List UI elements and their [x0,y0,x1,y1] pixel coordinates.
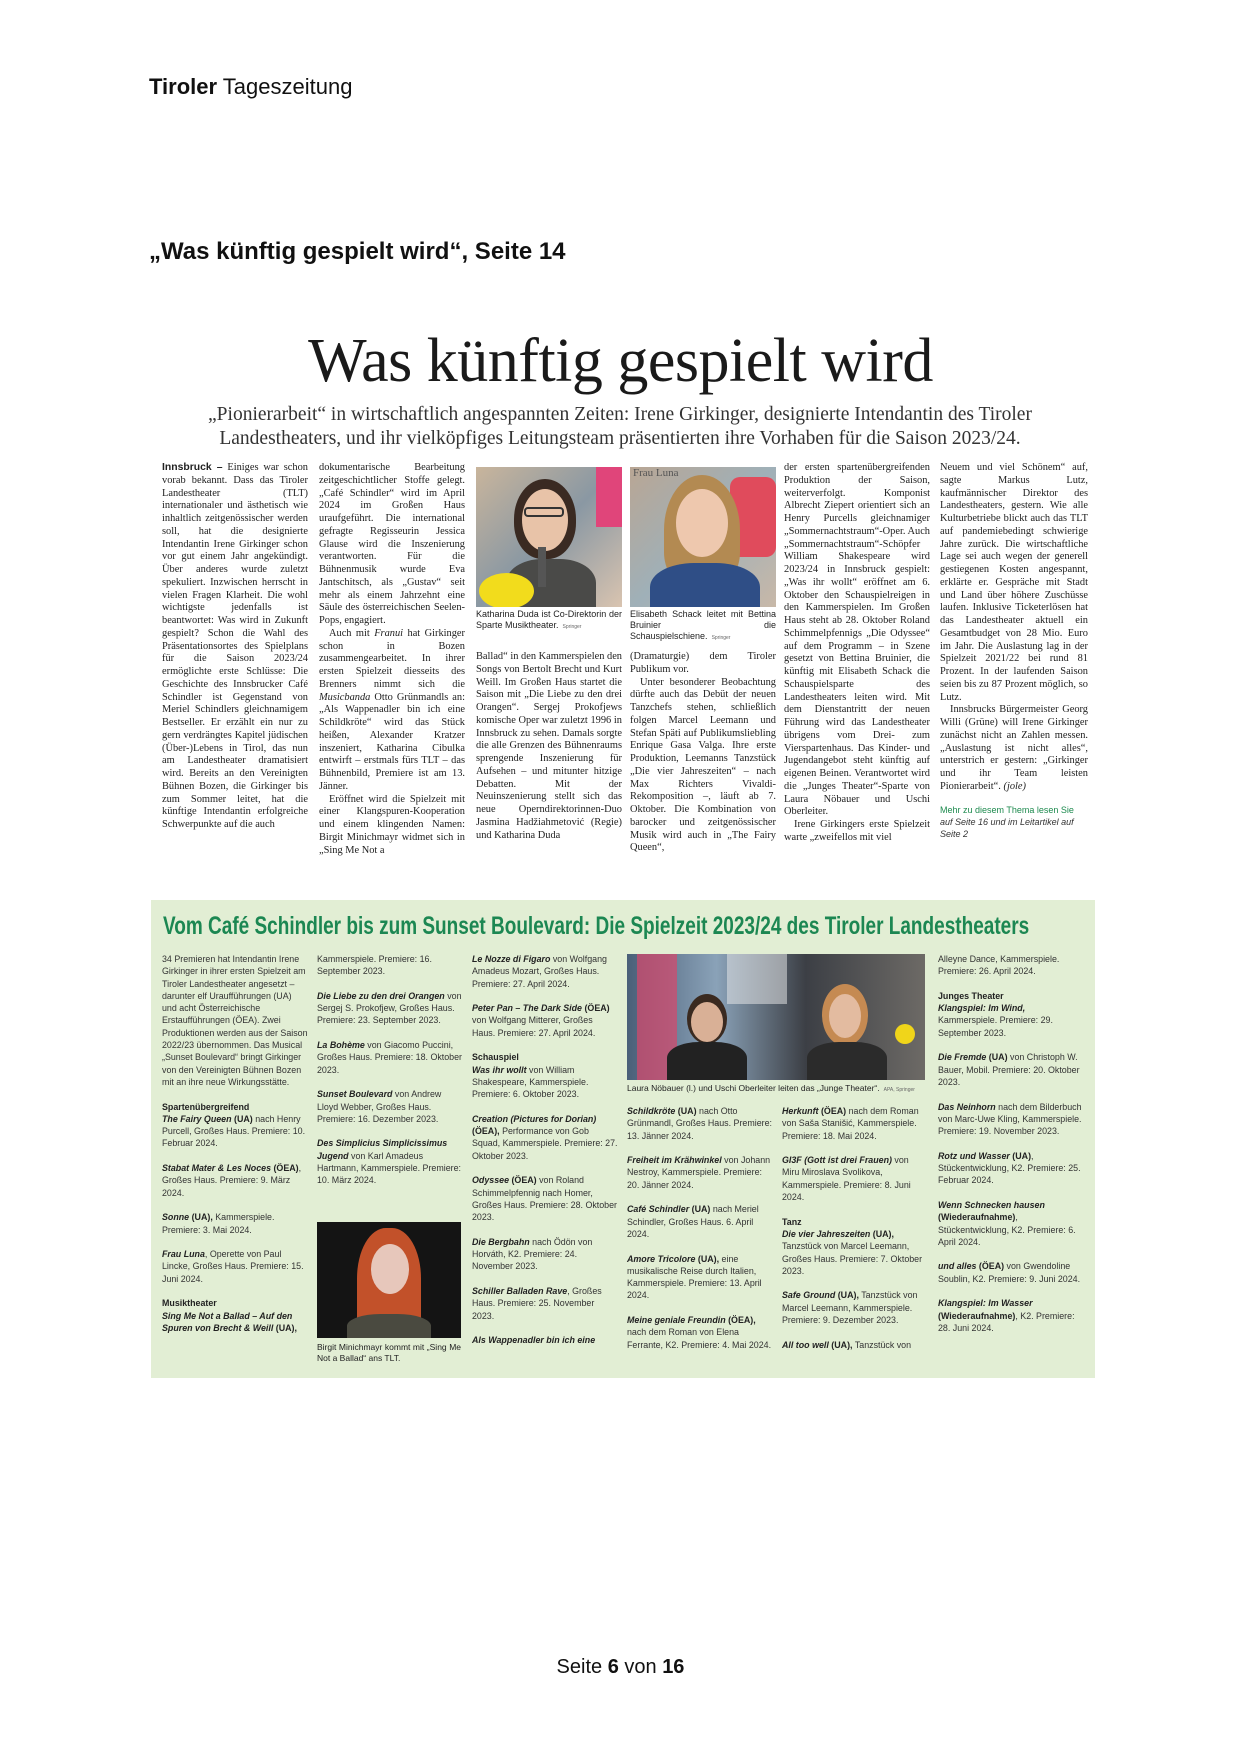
production-details: , Großes Haus. Premiere: 25. November 2023. [472,1286,602,1321]
production-marker: (UA) [689,1204,711,1215]
program-entry [162,1162,308,1199]
photo-caption-schack [630,609,776,644]
box-column-3 [472,953,618,1359]
program-entry [472,1002,618,1039]
production-marker: (UA), [828,1339,853,1350]
program-entry [627,1203,773,1240]
paragraph [319,628,465,794]
program-entry [782,1339,928,1351]
production-title: Frau Luna [162,1249,205,1260]
program-entry [317,990,463,1027]
production-details: von Gwendoline Soublin, K2. Premiere: 9. Juni 2024. [938,1261,1081,1284]
production-details: , Operette von Paul Lincke, Großes Haus. Premiere: 15. Juni 2024. [162,1249,304,1284]
production-details: , K2. Premiere: 28. Juni 2024. [938,1310,1075,1333]
production-title: Des Simplicius Simplicissimus Jugend [317,1138,448,1161]
production-details: nach Otto Grünmandl, Großes Haus. Premiere: 13. Jänner 2024. [627,1106,773,1141]
photo-credit: Springer [711,635,731,641]
program-entry [317,1137,463,1186]
production-title: Meine geniale Freundin [627,1315,726,1326]
production-marker: (UA), [695,1253,720,1264]
production-details: von Giacomo Puccini, Großes Haus. Premiere: 18. Oktober 2023. [317,1040,463,1075]
production-details: nach dem Roman von Saša Stanišić, Kammerspiele. Premiere: 18. Mai 2024. [782,1106,919,1141]
production-details: , Stückentwicklung, K2. Premiere: 25. Februar 2024. [938,1150,1081,1186]
text-run: Otto Grünmandls an: „Als Wappenadler bin ich eine Schildkröte“ wird das Stück heißen, Alexander Kratzer inszeniert, Katharina Cibulka entwirft – erstmals fürs TLT – das Bühnenbild, Premiere ist am 13. Jänner. [319,691,465,792]
paragraph [940,462,1088,704]
brand-rest: Tageszeitung [217,74,353,99]
related-articles-note [940,804,1088,840]
production-details: von Sergej S. Prokofjew, Großes Haus. Premiere: 23. September 2023. [317,990,462,1026]
section-heading: Tanz [782,1216,802,1227]
photo-caption-duda [476,609,622,633]
production-title: Herkunft [782,1106,819,1116]
production-title: Die Fremde [938,1052,987,1063]
production-details: Performance von Gob Squad, Kammerspiele. Premiere: 27. Oktober 2023. [472,1126,618,1161]
production-details: eine musikalische Reise durch Italien, Kammerspiele. Premiere: 13. April 2024. [627,1253,762,1301]
program-entry [472,1334,618,1346]
article-reference: „Was künftig gespielt wird“, Seite 14 [149,238,566,265]
production-details: Tanzstück von Marcel Leemann, Kammerspiele. Premiere: 9. Dezember 2023. [782,1290,918,1326]
production-title: The Fairy Queen [162,1113,232,1124]
production-details: , Großes Haus. Premiere: 9. März 2024. [162,1163,302,1198]
text-run: hat Girkinger schon in Bozen zusammengearbeitet. In ihrer ersten Spielzeit diesseits des Brenners nimmt sich die [319,627,465,690]
photo-caption-junges-theater [627,1083,925,1096]
production-details: Kammerspiele. Premiere: 3. Mai 2024. [162,1212,275,1235]
photo-elisabeth-schack [630,467,776,607]
section-heading: Musiktheater [162,1298,217,1309]
section-heading: Spartenübergreifend [162,1101,250,1112]
production-title: Amore Tricolore [627,1253,696,1264]
note-lead: Mehr zu diesem Thema lesen Sie [940,804,1074,815]
production-title: Klangspiel: Im Wind, [938,1003,1026,1014]
text-run: Ballad“ in den Kammerspielen den Songs von Bertolt Brecht und Kurt Weill. Im Großen Haus startet die Saison mit „Die Liebe zu den drei Orangen“. Sergej Prokofjews komische Oper war zuletzt 1996 in Innsbruck zu sehen. Damals sorgte die alle Grenzen des Bühnenraums sprengende Inszenierung für Aufsehen – und mitunter hitzige Debatten. Mit der Neuinszenierung stellt sich das neue Operndirektorinnen-Duo Jasmina Hadžiahmetović (Regie) und Katharina Duda [476,651,622,841]
program-entry [317,1039,463,1076]
production-title: Als Wappenadler bin ich eine [472,1335,596,1346]
program-entry [627,1154,773,1191]
photo-credit: Springer [562,624,582,630]
lead-text: 34 Premieren hat Intendantin Irene Girkinger in ihrer ersten Spielzeit am Tiroler Landestheater angesetzt – darunter elf Uraufführungen (UA) und acht Österreichische Erstaufführungen (ÖEA). Zwei Produktionen werden aus der Saison 2022/23 übernommen. Das Musical „Sunset Boulevard“ bringt Girkinger von den Vereinigten Bühnen Bozen mit an ihre neue Wirkungsstätte. [162,954,308,1087]
program-entry [938,1260,1086,1285]
program-entry [317,1088,463,1125]
production-details: nach dem Roman von Elena Ferrante, K2. Premiere: 4. Mai 2024. [627,1327,772,1350]
dateline: Innsbruck – [162,462,223,473]
production-details: von Johann Nestroy, Kammerspiele. Premiere: 20. Jänner 2024. [627,1155,771,1190]
production-title: Schiller Balladen Rave [472,1286,568,1297]
paragraph [319,462,465,628]
program-entry [627,1253,773,1302]
text-run: Unter besonderer Beobachtung dürfte auch das Debüt der neuen Tanzchefs stehen, schließlich folgen Marcel Leemann und Stefan Späti auf Publikumsliebling Enrique Gasa Valga. Ihre erste Produktion, Leemanns Tanzstück „Die vier Jahreszeiten“ – nach Max Richters Vivaldi-Rekomposition –, läuft ab 7. Oktober. Die Kombination von barocker und zeitgenössischer Musik wird auch in „The Fairy Queen“, [630,676,776,854]
production-details: nach dem Bilderbuch von Marc-Uwe Kling, Kammerspiele. Premiere: 19. November 2023. [938,1101,1082,1137]
program-entry [938,1297,1086,1334]
body-column-4 [630,651,776,855]
program-entry [472,1236,618,1273]
production-details: Tanzstück von Marcel Leemann, Großes Haus. Premiere: 7. Oktober 2023. [782,1241,923,1276]
photo-birgit-minichmayr [317,1222,461,1338]
program-entry [162,1101,308,1150]
production-title: Creation (Pictures for Dorian) [472,1113,597,1124]
paragraph [940,704,1088,793]
production-marker: (UA), [835,1290,859,1301]
program-entry [782,1105,928,1142]
italic-run: (jole) [1003,780,1026,792]
program-entry [627,1105,773,1142]
production-marker: (Wiederaufnahme) [938,1212,1016,1223]
box-column-5 [782,1105,928,1363]
production-marker: (ÖEA) [509,1175,537,1186]
production-marker: (ÖEA), [472,1126,500,1137]
production-title: Die Liebe zu den drei Orangen [317,990,445,1001]
production-details: nach Meriel Schindler, Großes Haus. 6. April 2024. [627,1204,759,1239]
program-entry [938,1199,1086,1248]
production-title: Freiheit im Krähwinkel [627,1155,722,1166]
paragraph [162,462,308,832]
lead-text: Alleyne Dance, Kammerspiele. Premiere: 26. April 2024. [938,954,1060,977]
body-column-2 [319,462,465,857]
production-marker: (UA) [231,1113,253,1124]
lead-text: Kammerspiele. Premiere: 16. September 2023. [317,954,432,977]
program-entry [938,1150,1086,1187]
text-run: dokumentarische Bearbeitung zeitgeschichtlicher Stoffe gelegt. „Café Schindler“ wird im April 2024 im Großen Haus uraufgeführt. Die international gefragte Regisseurin Jessica Glause wird die Inszenierung verantworten. Für die Bühnenmusik wurde Eva Jantschitsch, als „Gustav“ seit mehr als einem Jahrzehnt eine Säule des österreichischen Seelen-Pops, engagiert. [319,462,465,626]
production-title: Schildkröte [627,1106,676,1116]
program-entry [627,1314,773,1351]
production-marker: (ÖEA) [976,1261,1005,1272]
production-title: Klangspiel: Im Wasser [938,1298,1033,1309]
production-details: von Andrew Lloyd Webber, Großes Haus. Premiere: 16. Dezember 2023. [317,1089,442,1124]
photo-credit: APA, Springer [883,1087,915,1093]
footer-mid: von [618,1656,663,1678]
current-page: 6 [607,1656,619,1678]
text-run: Innsbrucks Bürgermeister Georg Willi (Grüne) will Irene Girkinger zunächst nicht an Zahlen messen. „Auslastung ist nicht alles“, unterstrich er gestern: „Girkinger und ihr Team leisten Pionierarbeit“. [940,704,1088,792]
text-run: Eröffnet wird die Spielzeit mit einer Klangspuren-Kooperation und einem klingenden Namen: Birgit Minichmayr widmet sich in „Sing Me Not a [319,793,465,856]
production-title: Odyssee [472,1175,510,1186]
production-title: Die Bergbahn [472,1236,530,1247]
paragraph [476,651,622,842]
production-title: Peter Pan – The Dark Side [472,1003,582,1014]
footer-prefix: Seite [556,1656,608,1678]
production-title: La Bohème [317,1040,365,1051]
production-title: und alles [938,1261,977,1272]
production-title: All too well [782,1339,829,1350]
poster-text: Frau Luna [633,467,679,479]
production-title: Café Schindler [627,1204,690,1215]
program-entry [162,1248,308,1285]
program-entry [472,1051,618,1100]
program-entry [472,953,618,990]
newspaper-name [149,74,352,100]
production-title: Sing Me Not a Ballad – Auf den Spuren von Brecht & Weill [162,1310,293,1333]
program-entry [472,1174,618,1223]
production-details: nach Henry Purcell, Großes Haus. Premiere: 10. Februar 2024. [162,1113,306,1149]
production-title: Safe Ground [782,1290,836,1301]
paragraph [630,677,776,856]
program-entry [782,1216,928,1277]
program-entry [938,990,1086,1039]
box-column-2 [317,953,463,1199]
box-column-6 [938,953,1086,1347]
program-entry [472,1113,618,1162]
body-column-1 [162,462,308,832]
caption-text: Elisabeth Schack leitet mit Bettina Bruinier die Schauspielschiene. [630,609,776,641]
paragraph [784,819,930,845]
production-title: Was ihr wollt [472,1064,527,1075]
paragraph [319,794,465,858]
production-details: Tanzstück von [852,1339,912,1350]
production-marker: (ÖEA) [271,1163,299,1174]
production-title: Die vier Jahreszeiten [782,1228,871,1239]
production-marker: (UA), [273,1322,297,1333]
section-heading: Junges Theater [938,990,1004,1001]
production-marker: (UA), [870,1228,894,1239]
body-column-5 [784,462,930,845]
box-column-1 [162,953,308,1347]
text-run: Einiges war schon vorab bekannt. Dass das Tiroler Landestheater (TLT) internationaler und ästhetisch wie inhaltlich zeitgenössischer werden soll, hat die designierte Intendantin Irene Girkinger schon vor gut einem Jahr angekündigt. Über anderes wurde zuletzt spekuliert. Inzwischen herrscht in vielen Fragen Klarheit. Die wohl wichtigste jedenfalls ist beantwortet: Was wird in Zukunft gespielt? Schon die Wahl des Präsentationsortes des Spielplans für die Saison 2023/24 ermöglichte erste Schlüsse: Die Geschichte des Innsbrucker Café Schindler ist Gegenstand von Meriel Schindlers gleichnamigem Bestseller. Er erzählt ein nur zu gern verdrängtes Kapitel jüdischen (Über-)Lebens in Tirol, das nun am Landestheater dramatisiert wird. Bereits an den Vereinigten Bühnen Bozen, die Girkinger bis zum Sommer leitet, hat die künftige Intendantin erfolgreiche Schwerpunkte auf die auch [162,462,308,830]
text-run: Irene Girkingers erste Spielzeit warte „zweifellos mit viel [784,819,930,843]
production-title: Stabat Mater & Les Noces [162,1163,272,1174]
production-marker: (ÖEA), [725,1315,756,1326]
italic-run: Franui [374,627,404,639]
production-details: nach Ödön von Horváth, K2. Premiere: 24. November 2023. [472,1236,593,1272]
photo-katharina-duda [476,467,622,607]
box-column-4 [627,1105,773,1363]
production-details: von Roland Schimmelpfennig nach Homer, Großes Haus. Premiere: 28. Oktober 2023. [472,1175,618,1223]
production-title: Rotz und Wasser [938,1150,1010,1161]
text-run: Neuem und viel Schönem“ auf, sagte Markus Lutz, kaufmännischer Direktor des Landestheaters, gestern. Wie alle Kulturbetriebe blickt auch das TLT auf pandemiebedingt schwierige Jahre zurück. Die wirtschaftliche Lage sei auch wegen der generell gestiegenen Kosten angespannt, erklärte er. Gespräche mit Stadt und Land über höhere Zuschüsse laufen. Inklusive Ticketerlösen hat das Landestheater aktuell ein Gesamtbudget von 28 Mio. Euro im Jahr. Die Auslastung lag in der Spielzeit 2021/22 bei rund 81 Prozent. In der laufenden Saison seien bis zu 87 Prozent möglich, so Lutz. [940,462,1088,703]
production-marker: (UA) [675,1106,697,1116]
production-marker: (UA) [1009,1150,1032,1161]
total-pages: 16 [662,1656,685,1678]
production-details: von William Shakespeare, Kammerspiele. Premiere: 6. Oktober 2023. [472,1064,589,1100]
photo-junges-theater [627,954,925,1080]
caption-text: Katharina Duda ist Co-Direktorin der Sparte Musiktheater. [476,609,622,630]
text-run: der ersten spartenübergreifenden Produktion der Saison, weiterverfolgt. Komponist Albrecht Ziepert orientiert sich an Henry Purcells gleichnamiger „Sommernachtstraum“-Oper. Auch „Sommernachtstraum“-Schöpfer William Shakespeare wird 2023/24 in Innsbruck gespielt: „Was ihr wollt“ eröffnet am 6. Oktober den Schauspielreigen in den Kammerspielen. Im Großen Haus steht ab 28. Oktober Roland Schimmelpfennigs „Die Odyssee“ auf dem Programm – in Szene gesetzt von Bettina Bruinier, die künftig mit Elisabeth Schack die Schauspielsparte des Landestheaters leiten wird. Mit dem Dienstantritt der neuen Führung wird das Landestheater übrigens vom Drei- zum Vierspartenhaus. Das Kinder- und Jugendangebot steht künftig auf eigenen Beinen. Verantwortet wird die „Junges Theater“-Sparte von Laura Nöbauer und Uschi Oberleiter. [784,462,931,818]
page-footer [0,1656,1241,1679]
caption-text: Laura Nöbauer (l.) und Uschi Oberleiter leiten das „Junge Theater“. [627,1083,880,1093]
program-entry [782,1289,928,1326]
text-run: Auch mit [329,627,375,639]
program-entry [782,1154,928,1203]
brand-bold: Tiroler [149,74,218,99]
note-rest: auf Seite 16 und im Leitartikel auf Seite 2 [940,816,1074,839]
production-title: Sunset Boulevard [317,1089,393,1100]
deck: „Pionierarbeit“ in wirtschaftlich angespannten Zeiten: Irene Girkinger, designierte Intendantin des Tiroler Landestheaters, und ihr vielköpfiges Leitungsteam präsentierten ihre Vorhaben für die Saison 2023/24. [208,404,1032,449]
program-entry [162,1297,308,1334]
production-details: von Christoph W. Bauer, Mobil. Premiere: 20. Oktober 2023. [938,1052,1080,1087]
program-entry [938,1051,1086,1088]
program-entry [162,1211,308,1236]
production-details: , Stückentwicklung, K2. Premiere: 6. April 2024. [938,1212,1076,1247]
production-title: Sonne [162,1212,190,1223]
production-details: von Wolfgang Amadeus Mozart, Großes Haus. Premiere: 27. April 2024. [472,954,607,989]
production-title: Wenn Schnecken hausen [938,1199,1045,1210]
season-overview-box [151,900,1095,1378]
body-column-3 [476,651,622,842]
production-details: von Miru Miroslava Svolikova, Kammerspiele. Premiere: 8. Juni 2024. [782,1155,911,1203]
paragraph [630,651,776,677]
production-marker: (UA) [986,1052,1008,1063]
text-run: (Dramaturgie) dem Tiroler Publikum vor. [630,651,776,675]
production-marker: (ÖEA) [582,1003,610,1014]
program-entry [938,1101,1086,1138]
paragraph [784,462,930,819]
production-details: von Wolfgang Mitterer, Großes Haus. Premiere: 27. April 2024. [472,1015,596,1038]
production-marker: (UA), [189,1212,213,1223]
production-title: Le Nozze di Figaro [472,954,551,964]
production-details: von Karl Amadeus Hartmann, Kammerspiele. Premiere: 10. März 2024. [317,1150,462,1186]
headline: Was künftig gespielt wird [308,327,933,395]
photo-caption-minichmayr: Birgit Minichmayr kommt mit „Sing Me Not a Ballad“ ans TLT. [317,1342,461,1363]
italic-run: Musicbanda [319,691,371,703]
box-title: Vom Café Schindler bis zum Sunset Boulevard: Die Spielzeit 2023/24 des Tiroler Landestheaters [163,912,1030,940]
production-details: Kammerspiele. Premiere: 29. September 2023. [938,1015,1053,1038]
body-column-6 [940,462,1088,840]
production-title: GI3F (Gott ist drei Frauen) [782,1155,892,1166]
production-title: Das Neinhorn [938,1101,996,1112]
program-entry [472,1285,618,1322]
production-marker: (Wiederaufnahme) [938,1310,1016,1321]
production-marker: (ÖEA) [818,1106,847,1116]
section-heading: Schauspiel [472,1052,519,1063]
